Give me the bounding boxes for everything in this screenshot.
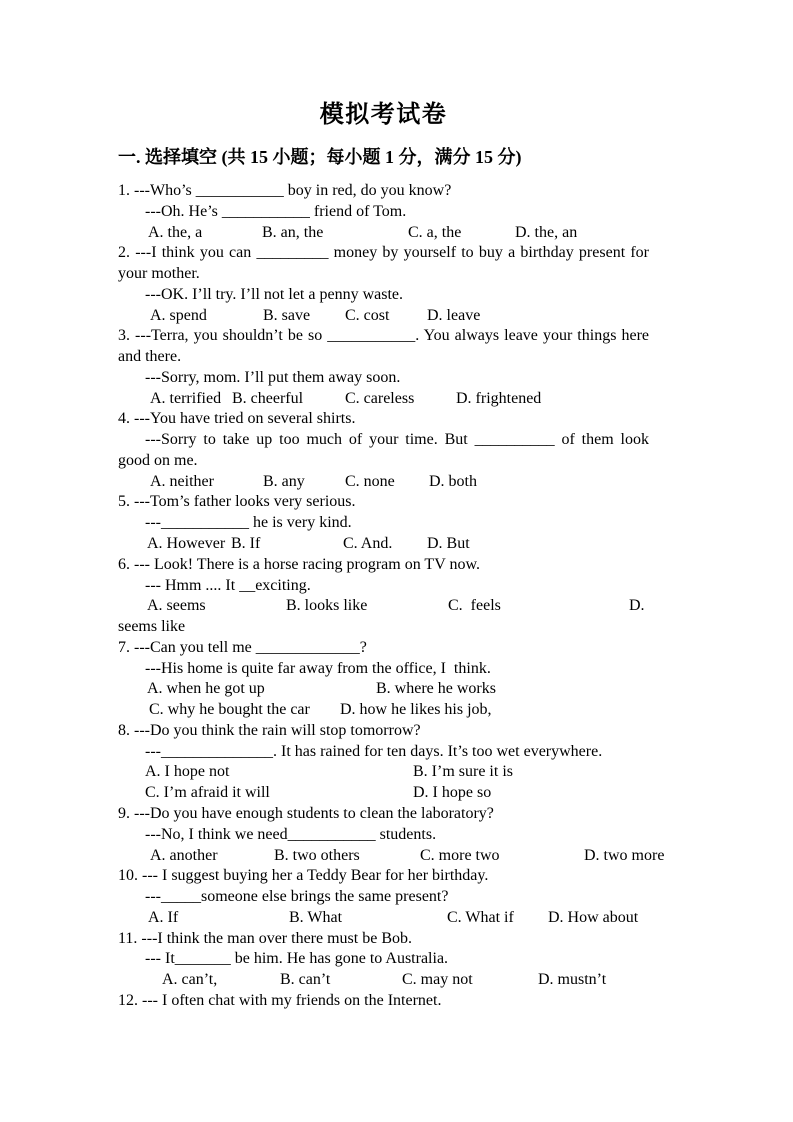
option: A. another xyxy=(150,846,218,864)
option: A. seems xyxy=(147,597,206,615)
question-line: 6. --- Look! There is a horse racing program on TV now. xyxy=(118,555,480,573)
option: B. cheerful xyxy=(232,389,304,407)
options-row xyxy=(118,908,649,929)
option: B. save xyxy=(263,306,311,324)
options-row xyxy=(118,472,649,493)
option: A. terrified xyxy=(150,389,222,407)
option: D. frightened xyxy=(456,389,542,407)
option: D. But xyxy=(427,535,470,553)
question-line: seems like xyxy=(118,618,186,636)
option: D. mustn’t xyxy=(538,971,607,989)
option: C. why he bought the car xyxy=(149,701,310,719)
question-line: ---Oh. He’s ___________ friend of Tom. xyxy=(145,202,407,220)
question-line: 11. ---I think the man over there must be Bob. xyxy=(118,929,412,947)
option: D. the, an xyxy=(515,223,578,241)
option: C. may not xyxy=(402,971,473,989)
questions xyxy=(118,181,665,1012)
option: B. I’m sure it is xyxy=(413,763,513,781)
option: D. xyxy=(629,597,645,615)
option: A. neither xyxy=(150,472,214,490)
question-line: ---Sorry, mom. I’ll put them away soon. xyxy=(145,368,401,386)
option: B. What xyxy=(289,908,343,926)
option: D. two more xyxy=(584,846,665,864)
option: B. If xyxy=(231,535,261,553)
option: D. how he likes his job, xyxy=(340,701,492,719)
option: C. a, the xyxy=(408,223,462,241)
option: B. where he works xyxy=(376,680,496,698)
option: D. leave xyxy=(427,306,481,324)
option: A. when he got up xyxy=(147,680,265,698)
options-row xyxy=(118,970,649,991)
section-heading: 一. 选择填空 (共 15 小题；每小题 1 分，满分 15 分) xyxy=(118,147,522,167)
question-line: 7. ---Can you tell me _____________? xyxy=(118,638,367,656)
question-line: 12. --- I often chat with my friends on the Internet. xyxy=(118,991,442,1009)
option: A. the, a xyxy=(148,223,203,241)
question-line: --- It_______ be him. He has gone to Australia. xyxy=(145,950,449,968)
question-line: ---______________. It has rained for ten days. It’s too wet everywhere. xyxy=(145,742,603,760)
option: B. looks like xyxy=(286,597,368,615)
option: C. none xyxy=(345,472,395,490)
question-line: and there. xyxy=(118,348,182,366)
question-line: 4. ---You have tried on several shirts. xyxy=(118,410,356,428)
question-line: ---OK. I’ll try. I’ll not let a penny waste. xyxy=(145,285,403,303)
option: B. two others xyxy=(274,846,360,864)
option: C. more two xyxy=(420,846,500,864)
option: C. feels xyxy=(448,597,501,615)
document-title: 模拟考试卷 xyxy=(319,102,448,128)
option: A. spend xyxy=(150,306,207,324)
options-row xyxy=(118,679,649,700)
option: C. And. xyxy=(343,535,393,553)
option: C. careless xyxy=(345,389,415,407)
question-line: 10. --- I suggest buying her a Teddy Bear for her birthday. xyxy=(118,867,489,885)
question-line: 9. ---Do you have enough students to clean the laboratory? xyxy=(118,804,494,822)
page-content xyxy=(118,0,665,1012)
question-line: ---His home is quite far away from the office, I think. xyxy=(145,659,491,677)
option: C. What if xyxy=(447,908,514,926)
question-line: --- Hmm .... It __exciting. xyxy=(145,576,311,594)
options-row xyxy=(118,846,665,867)
options-row xyxy=(118,783,649,804)
options-row xyxy=(118,534,649,555)
question-line: ---No, I think we need___________ students. xyxy=(145,825,437,843)
option: D. How about xyxy=(548,908,639,926)
question-line: 1. ---Who’s ___________ boy in red, do you know? xyxy=(118,182,452,199)
option: C. I’m afraid it will xyxy=(145,784,270,802)
options-row xyxy=(118,596,649,617)
question-line: ---_____someone else brings the same present? xyxy=(145,888,449,906)
question-line: 2. ---I think you can _________ money by yourself to buy a birthday present for xyxy=(118,244,649,262)
question-line: 3. ---Terra, you shouldn’t be so ___________. You always leave your things here xyxy=(118,327,649,345)
options-row xyxy=(118,223,649,244)
option: B. can’t xyxy=(280,971,331,989)
option: D. I hope so xyxy=(413,784,492,802)
question-line: 5. ---Tom’s father looks very serious. xyxy=(118,493,356,511)
options-row xyxy=(118,700,649,721)
question-line: your mother. xyxy=(118,265,200,283)
question-line: ---___________ he is very kind. xyxy=(145,514,352,532)
option: A. can’t, xyxy=(162,971,218,989)
options-row xyxy=(118,306,649,327)
option: C. cost xyxy=(345,306,390,324)
options-row xyxy=(118,762,649,783)
option: A. I hope not xyxy=(145,763,230,781)
option: B. any xyxy=(263,472,305,490)
question-line: ---Sorry to take up too much of your time. But __________ of them look xyxy=(145,431,649,449)
options-row xyxy=(118,389,649,410)
option: D. both xyxy=(429,472,477,490)
option: B. an, the xyxy=(262,223,324,241)
option: A. If xyxy=(148,908,179,926)
option: A. However xyxy=(147,535,226,553)
question-line: good on me. xyxy=(118,451,198,469)
question-line: 8. ---Do you think the rain will stop tomorrow? xyxy=(118,721,421,739)
